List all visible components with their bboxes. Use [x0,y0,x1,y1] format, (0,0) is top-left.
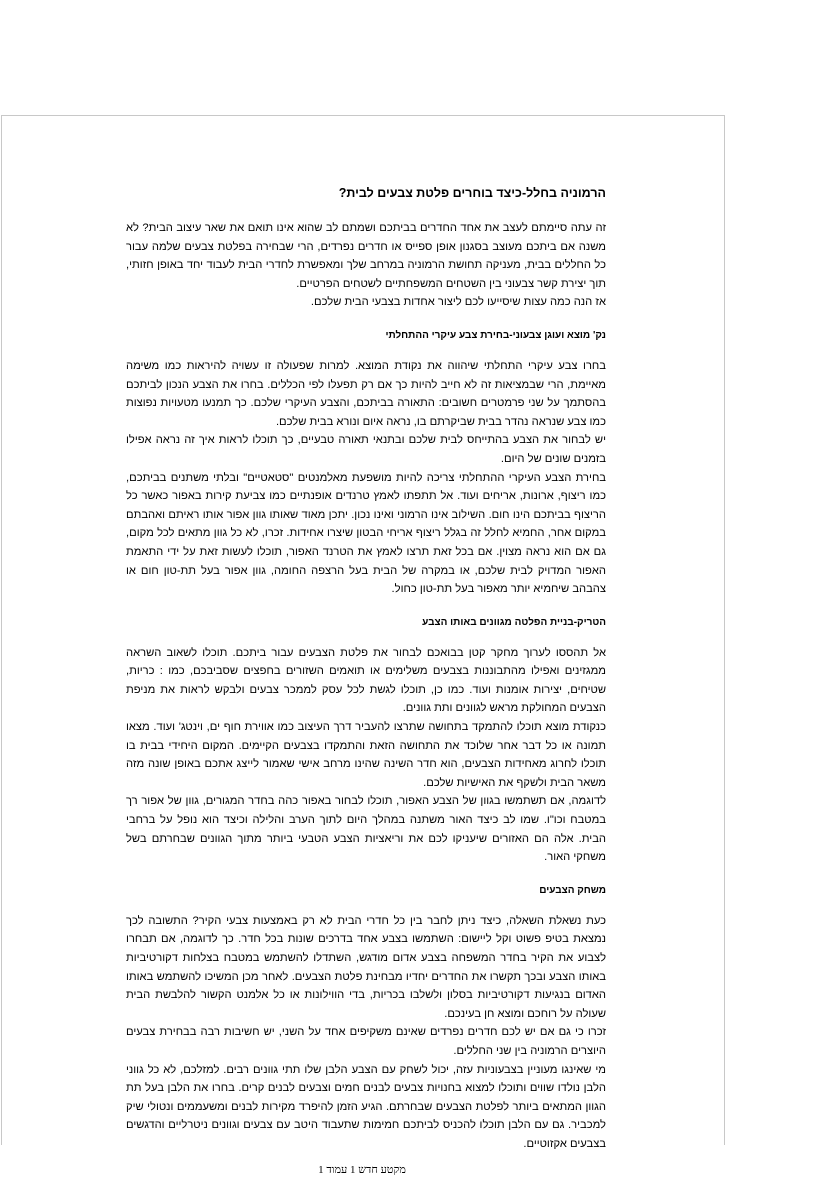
intro-section [126,219,606,312]
paragraph: כעת נשאלת השאלה, כיצד ניתן לחבר בין כל חדרי הבית לא רק באמצעות צבעי הקיר? התשובה לכך נמצאת בטיפ פשוט וקל ליישום: השתמשו בצבע אחד בדרכים שונות בכל חדר. כך לדוגמה, אם תבחרו לצבוע את הקיר בחדר המשפחה בצבע אדום מודגש, השתדלו להשתמש במטבח בצלחות דקורטיביות באותו הצבע ובכך תקשרו את החדרים יחדיו מבחינת פלטת הצבעים. לאחר מכן המשיכו להשתמש באותו האדום בנגיעות דקורטיביות בסלון ולשלבו בכריות, בדי הווילונות או כל אלמנט הקשור להלבשת הבית שעולה על רוחכם ומוצא חן בעינכם. [126,914,606,1020]
paragraph: בחירת הצבע העיקרי ההתחלתי צריכה להיות מושפעת מאלמנטים "סטאטיים" ובלתי משתנים בביתכם, כמו ריצוף, ארונות, אריחים ועוד. אל תתפתו לאמץ טרנדים אופנתיים כמו צביעת קירות באפור כאשר כל הריצוף בביתכם הינו חום. השילוב אינו הרמוני ואינו נכון. יתכן מאוד שאותו גוון אפור אותו ראיתם ואהבתם במקום אחר, החמיא לחלל זה בגלל ריצוף אריחי הבטון שיצרו אחידות. זכרו, לא כל גוון מתאים לכל מקום, גם אם הוא נראה מצוין. אם בכל זאת תרצו לאמץ את הטרנד האפור, תוכלו לעשות זאת על ידי התאמת האפור המדויק לבית שלכם, או במקרה של הבית בעל הרצפה החומה, גוון אפור בעל תת-טון חום או צהבהב שיחמיא יותר מאפור בעל תת-טון כחול. [126,471,606,596]
section-heading: משחק הצבעים [539,884,606,896]
paragraph: מי שאינגו מעוניין בצבעוניות עזה, יכול לשחק עם הצבע הלבן שלו תתי גוונים רבים. למזלכם, לא כל גווני הלבן נולדו שווים ותוכלו למצוא בחנויות צבעים לבנים חמים וצבעים לבנים קרים. בחרו את הלבן בעל תת הגוון המתאים ביותר לפלטת הצבעים שבחרתם. הגיע הזמן להיפרד מקירות לבנים ומשעממים ונטולי שיק למכביר. גם עם הלבן תוכלו להכניס לביתכם חמימות שתעבוד היטב עם צבעים וגוונים ניטרליים והדגשים בצבעים אקזוטיים. [126,1063,606,1150]
page-footer-label: מקטע חדש 1 עמוד 1 [318,1164,406,1176]
paragraph: יש לבחור את הצבע בהתייחס לבית שלכם ובתנאי תאורה טבעיים, כך תוכלו לראות איך זה נראה אפילו בזמנים שונים של היום. [126,434,606,465]
paragraph: כנקודת מוצא תוכלו להתמקד בתחושה שתרצו להעביר דרך העיצוב כמו אווירת חוף ים, וינטג' ועוד. מצאו תמונה או כל דבר אחר שלוכד את התחושה הזאת והתמקדו בצבעים הקיימים. המקום היחידי בבית בו תוכלו לחרוג מאחידות הצבעים, הוא חדר השינה שהינו מרחב אישי שאמור לייצג אתכם באופן שונה מזה משאר הבית ולשקף את האישיות שלכם. [126,721,606,789]
document-title: הרמוניה בחלל-כיצד בוחרים פלטת צבעים לבית? [338,186,606,200]
paragraph: אז הנה כמה עצות שיסייעו לכם ליצור אחדות בצבעי הבית שלכם. [310,296,606,309]
paragraph: זכרו כי גם אם יש לכם חדרים נפרדים שאינם משקיפים אחד על השני, יש חשיבות רבה בבחירת צבעים היוצרים הרמוניה בין שני החללים. [126,1026,606,1057]
paragraph: זה עתה סיימתם לעצב את אחד החדרים בביתכם ושמתם לב שהוא אינו תואם את שאר עיצוב הבית? לא משנה אם ביתכם מעוצב בסגנון אופן ספייס או חדרים נפרדים, הרי שבחירה בפלטת צבעים שלמה עבור כל החללים בבית, מעניקה תחושת הרמוניה במרחב שלך ומאפשרת לחדרי הבית לעבוד יחד באופן חזותי, תוך יצירת קשר צבעוני בין השטחים המשפחתיים לשטחים הפרטיים. [126,222,606,290]
section-heading: נק' מוצא ועוגן צבעוני-בחירת צבע עיקרי ההתחלתי [385,329,606,341]
section-heading: הטריק-בניית הפלטה מגוונים באותו הצבע [422,616,606,628]
section-palette-trick [126,616,606,867]
paragraph: לדוגמה, אם תשתמשו בגוון של הצבע האפור, תוכלו לבחור באפור כהה בחדר המגורים, גוון של אפור רך במטבח וכו"ו. שמו לב כיצד האור משתנה במהלך היום לתוך הערב והלילה וכיצד הוא נופל על ברחבי הבית. אלה הם האזורים שיעניקו לכם את וריאציות הצבע הטבעי ביותר מתוך הגוונים שבחרתם בשל משחקי האור. [126,795,606,864]
paragraph: בחרו צבע עיקרי התחלתי שיהווה את נקודת המוצא. למרות שפעולה זו עשויה להיראות כמו משימה מאיימת, הרי שבמציאות זה לא חייב להיות כך אם רק תפעלו לפי הכללים. בחרו את הצבע הנכון לביתכם בהסתמך על שני פרמטרים חשובים: התאורה בביתכם, והצבע העיקרי שלכם. כך תמנעו מטעויות נפוצות כמו צבע שנראה נהדר בבית שביקרתם בו, נראה איום ונורא בבית שלכם. [126,359,606,428]
section-base-color [126,329,606,599]
document-body [126,185,606,1154]
paragraph: אל תהססו לערוך מחקר קטן בבואכם לבחור את פלטת הצבעים עבור ביתכם. תוכלו לשאוב השראה ממגזינים ואפילו מהתבוננות בצבעים משלימים או תואמים השזורים בחפצים שסביבכם, כמו : כריות, שטיחים, יצירות אומנות ועוד. כמו כן, תוכלו לגשת לכל עסק לממכר צבעים ולבקש לראות את מניפת הצבעים המחולקת מראש לגוונים ותת גוונים. [126,646,606,715]
section-color-play [126,884,606,1154]
